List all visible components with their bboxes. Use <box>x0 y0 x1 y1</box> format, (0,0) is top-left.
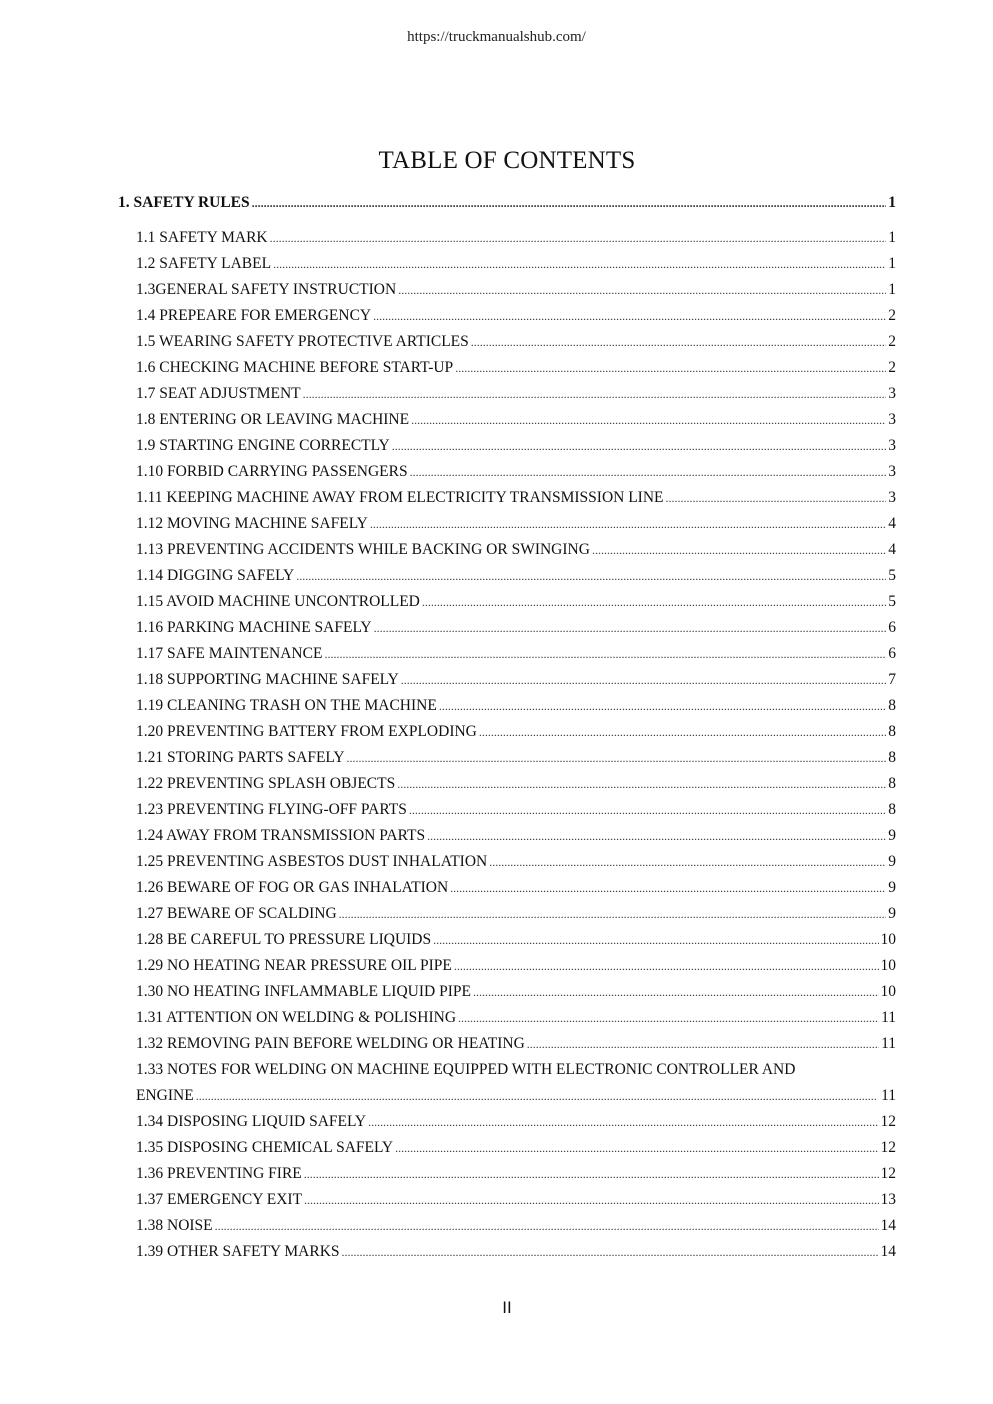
toc-entry-page: 6 <box>888 645 896 662</box>
toc-entry-page: 6 <box>888 619 896 636</box>
dot-leader <box>342 1242 879 1262</box>
toc-section-entry[interactable] <box>136 488 896 508</box>
page-title: TABLE OF CONTENTS <box>378 147 636 174</box>
dot-leader <box>433 930 878 950</box>
dot-leader <box>409 800 886 820</box>
toc-section-entry[interactable] <box>136 1138 896 1158</box>
toc-entry-page: 2 <box>888 359 896 376</box>
dot-leader <box>347 748 887 768</box>
toc-entry-page: 12 <box>880 1165 896 1182</box>
toc-entry-label: 1.23 PREVENTING FLYING-OFF PARTS <box>136 801 407 818</box>
toc-entry-label: 1.35 DISPOSING CHEMICAL SAFELY <box>136 1139 394 1156</box>
toc-section-entry[interactable] <box>136 800 896 820</box>
toc-entry-label: 1.28 BE CAREFUL TO PRESSURE LIQUIDS <box>136 931 432 948</box>
toc-entry-page: 14 <box>880 1243 896 1260</box>
toc-section-entry[interactable] <box>136 358 896 378</box>
toc-section-entry[interactable] <box>136 1008 896 1028</box>
toc-section-entry[interactable] <box>136 748 896 768</box>
toc-entry-label: 1.6 CHECKING MACHINE BEFORE START-UP <box>136 359 454 376</box>
dot-leader <box>592 540 886 560</box>
toc-entry-label: 1.13 PREVENTING ACCIDENTS WHILE BACKING OR SWINGING <box>136 541 590 558</box>
toc-entry-page: 11 <box>881 1035 896 1052</box>
toc-section-entry[interactable] <box>136 852 896 872</box>
dot-leader <box>489 852 886 872</box>
toc-entry-label: 1.3GENERAL SAFETY INSTRUCTION <box>136 281 397 298</box>
toc-entry-label: 1.20 PREVENTING BATTERY FROM EXPLODING <box>136 723 477 740</box>
dot-leader <box>422 592 886 612</box>
dot-leader <box>392 436 887 456</box>
toc-entry-label: 1.29 NO HEATING NEAR PRESSURE OIL PIPE <box>136 957 452 974</box>
toc-entry-page: 8 <box>888 775 896 792</box>
dot-leader <box>215 1216 879 1236</box>
toc-section-entry[interactable] <box>136 930 896 950</box>
toc-entry-page: 1 <box>888 194 896 211</box>
dot-leader <box>471 332 886 352</box>
toc-entry-label: 1.18 SUPPORTING MACHINE SAFELY <box>136 671 399 688</box>
toc-section-entry[interactable] <box>136 1164 896 1184</box>
toc-entry-page: 8 <box>888 697 896 714</box>
dot-leader <box>303 384 887 404</box>
toc-entry-label: 1.39 OTHER SAFETY MARKS <box>136 1243 340 1260</box>
toc-entry-label: 1.2 SAFETY LABEL <box>136 255 272 272</box>
dot-leader <box>398 280 886 300</box>
toc-entry-page: 11 <box>881 1087 896 1104</box>
toc-entry-page: 5 <box>888 567 896 584</box>
toc-section-entry[interactable] <box>136 566 896 586</box>
toc-entry-label: 1.8 ENTERING OR LEAVING MACHINE <box>136 411 410 428</box>
toc-entry-label: 1.30 NO HEATING INFLAMMABLE LIQUID PIPE <box>136 983 471 1000</box>
toc-entry-page: 3 <box>888 411 896 428</box>
dot-leader <box>370 514 886 534</box>
dot-leader <box>401 670 886 690</box>
toc-section-entry[interactable] <box>136 306 896 326</box>
toc-entry-label: 1.36 PREVENTING FIRE <box>136 1165 302 1182</box>
toc-entry-label: 1.1 SAFETY MARK <box>136 229 268 246</box>
dot-leader <box>454 956 879 976</box>
toc-entry-page: 7 <box>888 671 896 688</box>
toc-section-entry[interactable] <box>136 1190 896 1210</box>
toc-section-entry[interactable] <box>136 436 896 456</box>
toc-entry-page: 9 <box>888 879 896 896</box>
toc-entry-label: 1.25 PREVENTING ASBESTOS DUST INHALATION <box>136 853 488 870</box>
toc-section-entry[interactable] <box>136 878 896 898</box>
toc-section-entry[interactable] <box>136 462 896 482</box>
toc-entry-page: 4 <box>888 515 896 532</box>
toc-entry-page: 11 <box>881 1009 896 1026</box>
toc-entry-label: 1.7 SEAT ADJUSTMENT <box>136 385 301 402</box>
dot-leader <box>304 1164 879 1184</box>
toc-section-entry[interactable] <box>136 280 896 300</box>
toc-entry-page: 12 <box>880 1113 896 1130</box>
toc-entry-page: 8 <box>888 801 896 818</box>
toc-entry-label: 1.12 MOVING MACHINE SAFELY <box>136 515 368 532</box>
toc-entry-page: 1 <box>888 229 896 246</box>
dot-leader <box>411 410 886 430</box>
toc-entry-label: 1.21 STORING PARTS SAFELY <box>136 749 345 766</box>
toc-section-entry[interactable] <box>136 514 896 534</box>
toc-entry-label: 1.15 AVOID MACHINE UNCONTROLLED <box>136 593 420 610</box>
toc-section-entry[interactable] <box>136 722 896 742</box>
dot-leader <box>374 618 887 638</box>
toc-entry-page: 3 <box>888 437 896 454</box>
toc-section-entry[interactable] <box>136 410 896 430</box>
toc-entry-page: 12 <box>880 1139 896 1156</box>
toc-entry-label: 1.32 REMOVING PAIN BEFORE WELDING OR HEATING <box>136 1035 525 1052</box>
dot-leader <box>455 358 886 378</box>
toc-entry-label: 1.14 DIGGING SAFELY <box>136 567 295 584</box>
toc-entry-label: 1.38 NOISE <box>136 1217 213 1234</box>
toc-entry-label: 1.22 PREVENTING SPLASH OBJECTS <box>136 775 396 792</box>
toc-section-entry[interactable] <box>136 254 896 274</box>
toc-section-entry[interactable] <box>136 1034 896 1054</box>
toc-entry-page: 2 <box>888 333 896 350</box>
toc-entry-label: 1.16 PARKING MACHINE SAFELY <box>136 619 372 636</box>
toc-entry-label: 1.31 ATTENTION ON WELDING & POLISHING <box>136 1009 457 1026</box>
toc-section-entry[interactable] <box>136 982 896 1002</box>
dot-leader <box>339 904 887 924</box>
toc-section-entry[interactable] <box>136 1242 896 1262</box>
dot-leader <box>324 644 886 664</box>
toc-entry-page: 1 <box>888 255 896 272</box>
toc-entry-label: 1.4 PREPEARE FOR EMERGENCY <box>136 307 372 324</box>
dot-leader <box>373 306 886 326</box>
toc-entry-label: 1.10 FORBID CARRYING PASSENGERS <box>136 463 408 480</box>
toc-entry-label[interactable]: 1.33 NOTES FOR WELDING ON MACHINE EQUIPPED WITH ELECTRONIC CONTROLLER AND <box>136 1061 796 1078</box>
dot-leader <box>196 1086 879 1106</box>
toc-entry-label: 1.37 EMERGENCY EXIT <box>136 1191 303 1208</box>
toc-section-entry[interactable] <box>136 826 896 846</box>
dot-leader <box>458 1008 879 1028</box>
toc-entry-label: 1. SAFETY RULES <box>118 194 250 211</box>
toc-section-entry[interactable] <box>136 956 896 976</box>
toc-section-entry[interactable] <box>136 618 896 638</box>
dot-leader <box>304 1190 878 1210</box>
toc-entry-page: 2 <box>888 307 896 324</box>
toc-entry-label: 1.9 STARTING ENGINE CORRECTLY <box>136 437 390 454</box>
dot-leader <box>479 722 886 742</box>
dot-leader <box>450 878 886 898</box>
toc-entry-label: 1.11 KEEPING MACHINE AWAY FROM ELECTRICITY TRANSMISSION LINE <box>136 489 664 506</box>
dot-leader <box>252 193 887 213</box>
dot-leader <box>397 774 886 794</box>
toc-section-entry[interactable] <box>136 228 896 248</box>
dot-leader <box>273 254 886 274</box>
toc-section-entry[interactable] <box>136 774 896 794</box>
toc-section-entry[interactable] <box>136 644 896 664</box>
toc-section-entry[interactable] <box>136 384 896 404</box>
toc-section-entry[interactable] <box>136 332 896 352</box>
dot-leader <box>395 1138 878 1158</box>
toc-entry-page: 14 <box>880 1217 896 1234</box>
toc-entry-label: 1.27 BEWARE OF SCALDING <box>136 905 337 922</box>
toc-entry-label: 1.19 CLEANING TRASH ON THE MACHINE <box>136 697 437 714</box>
toc-entry-page: 13 <box>880 1191 896 1208</box>
toc-entry-page: 9 <box>888 827 896 844</box>
toc-entry-page: 9 <box>888 853 896 870</box>
toc-entry-label: ENGINE <box>136 1087 194 1104</box>
toc-entry-page: 3 <box>888 463 896 480</box>
header-url: https://truckmanualshub.com/ <box>407 29 586 45</box>
toc-entry-page: 1 <box>888 281 896 298</box>
toc-section-entry[interactable] <box>136 592 896 612</box>
dot-leader <box>296 566 886 586</box>
toc-entry-page: 5 <box>888 593 896 610</box>
toc-entry-page: 10 <box>880 931 896 948</box>
toc-entry-label: 1.17 SAFE MAINTENANCE <box>136 645 323 662</box>
toc-entry-label: 1.24 AWAY FROM TRANSMISSION PARTS <box>136 827 426 844</box>
toc-chapter-entry[interactable] <box>118 193 896 213</box>
toc-section-entry[interactable] <box>136 540 896 560</box>
toc-section-entry[interactable] <box>136 1086 896 1106</box>
dot-leader <box>666 488 887 508</box>
dot-leader <box>270 228 887 248</box>
dot-leader <box>368 1112 878 1132</box>
toc-section-entry[interactable] <box>136 696 896 716</box>
toc-entry-label: 1.26 BEWARE OF FOG OR GAS INHALATION <box>136 879 449 896</box>
toc-section-entry[interactable] <box>136 904 896 924</box>
toc-entry-page: 10 <box>880 957 896 974</box>
toc-section-entry[interactable] <box>136 1112 896 1132</box>
dot-leader <box>410 462 887 482</box>
dot-leader <box>427 826 886 846</box>
toc-entry-page: 10 <box>880 983 896 1000</box>
toc-section-entry[interactable] <box>136 670 896 690</box>
toc-entry-label: 1.5 WEARING SAFETY PROTECTIVE ARTICLES <box>136 333 469 350</box>
toc-entry-page: 8 <box>888 749 896 766</box>
toc-entry-page: 4 <box>888 541 896 558</box>
toc-entry-page: 8 <box>888 723 896 740</box>
toc-entry-page: 3 <box>888 489 896 506</box>
page-number: II <box>502 1298 512 1317</box>
dot-leader <box>439 696 886 716</box>
dot-leader <box>527 1034 879 1054</box>
toc-section-entry[interactable] <box>136 1216 896 1236</box>
dot-leader <box>473 982 879 1002</box>
toc-entry-page: 9 <box>888 905 896 922</box>
toc-entry-label: 1.34 DISPOSING LIQUID SAFELY <box>136 1113 367 1130</box>
toc-entry-page: 3 <box>888 385 896 402</box>
